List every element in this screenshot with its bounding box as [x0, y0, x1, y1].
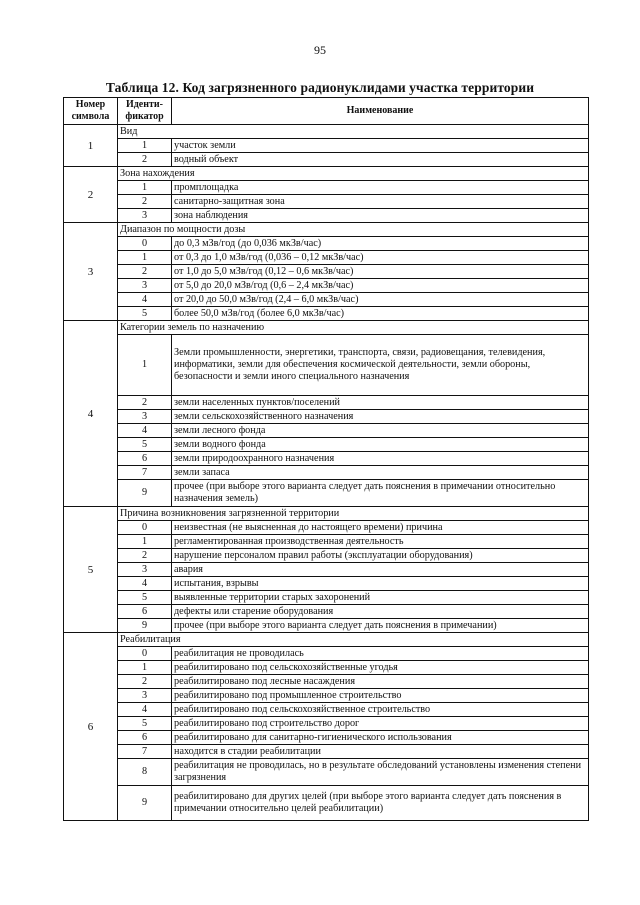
option-row	[64, 731, 589, 745]
option-row	[64, 786, 589, 821]
table-body	[64, 125, 589, 821]
option-identifier: 1	[118, 335, 172, 396]
option-identifier: 2	[118, 153, 172, 167]
option-row	[64, 759, 589, 786]
option-identifier: 4	[118, 293, 172, 307]
option-text: дефекты или старение оборудования	[172, 605, 589, 619]
option-row	[64, 265, 589, 279]
option-identifier: 2	[118, 195, 172, 209]
option-text: испытания, взрывы	[172, 577, 589, 591]
option-identifier: 4	[118, 424, 172, 438]
symbol-number: 4	[64, 321, 118, 507]
header-number: Номер символа	[64, 98, 118, 125]
option-text: от 0,3 до 1,0 мЗв/год (0,036 – 0,12 мкЗв/час)	[172, 251, 589, 265]
option-text: реабилитация не проводилась	[172, 647, 589, 661]
option-identifier: 3	[118, 689, 172, 703]
option-row	[64, 139, 589, 153]
symbol-number: 3	[64, 223, 118, 321]
symbol-number: 6	[64, 633, 118, 821]
header-name: Наименование	[172, 98, 589, 125]
option-identifier: 6	[118, 605, 172, 619]
option-row	[64, 293, 589, 307]
option-text: находится в стадии реабилитации	[172, 745, 589, 759]
option-text: санитарно-защитная зона	[172, 195, 589, 209]
option-row	[64, 335, 589, 396]
header-identifier: Иденти- фикатор	[118, 98, 172, 125]
option-text: от 20,0 до 50,0 мЗв/год (2,4 – 6,0 мкЗв/час)	[172, 293, 589, 307]
option-row	[64, 251, 589, 265]
category-row	[64, 321, 589, 335]
option-row	[64, 452, 589, 466]
option-text: авария	[172, 563, 589, 577]
option-text: более 50,0 мЗв/год (более 6,0 мкЗв/час)	[172, 307, 589, 321]
option-text: земли сельскохозяйственного назначения	[172, 410, 589, 424]
option-text: нарушение персоналом правил работы (эксплуатации оборудования)	[172, 549, 589, 563]
option-identifier: 4	[118, 703, 172, 717]
option-text: земли лесного фонда	[172, 424, 589, 438]
option-identifier: 3	[118, 410, 172, 424]
option-row	[64, 209, 589, 223]
option-row	[64, 619, 589, 633]
category-label: Вид	[118, 125, 589, 139]
option-text: земли природоохранного назначения	[172, 452, 589, 466]
option-text: регламентированная производственная деятельность	[172, 535, 589, 549]
option-row	[64, 438, 589, 452]
option-identifier: 1	[118, 661, 172, 675]
option-row	[64, 675, 589, 689]
code-table	[63, 97, 589, 821]
option-row	[64, 521, 589, 535]
option-row	[64, 410, 589, 424]
option-identifier: 5	[118, 717, 172, 731]
option-row	[64, 181, 589, 195]
option-identifier: 1	[118, 181, 172, 195]
option-text: реабилитировано под сельскохозяйственные угодья	[172, 661, 589, 675]
symbol-number: 2	[64, 167, 118, 223]
category-label: Диапазон по мощности дозы	[118, 223, 589, 237]
option-row	[64, 195, 589, 209]
option-identifier: 3	[118, 279, 172, 293]
option-row	[64, 237, 589, 251]
option-identifier: 2	[118, 549, 172, 563]
option-text: зона наблюдения	[172, 209, 589, 223]
option-row	[64, 307, 589, 321]
option-row	[64, 661, 589, 675]
option-row	[64, 535, 589, 549]
category-row	[64, 633, 589, 647]
option-text: прочее (при выборе этого варианта следует дать пояснения в примечании относительно назначения земель)	[172, 480, 589, 507]
option-identifier: 0	[118, 647, 172, 661]
page-number: 95	[314, 43, 326, 57]
symbol-number: 5	[64, 507, 118, 633]
option-identifier: 1	[118, 139, 172, 153]
category-row	[64, 223, 589, 237]
option-text: реабилитировано под лесные насаждения	[172, 675, 589, 689]
option-text: реабилитировано для санитарно-гигиенического использования	[172, 731, 589, 745]
option-identifier: 1	[118, 535, 172, 549]
option-text: прочее (при выборе этого варианта следует дать пояснения в примечании)	[172, 619, 589, 633]
option-row	[64, 703, 589, 717]
option-row	[64, 591, 589, 605]
option-text: реабилитировано под промышленное строительство	[172, 689, 589, 703]
option-text: участок земли	[172, 139, 589, 153]
option-identifier: 5	[118, 438, 172, 452]
option-identifier: 5	[118, 591, 172, 605]
option-text: земли запаса	[172, 466, 589, 480]
option-text: земли населенных пунктов/поселений	[172, 396, 589, 410]
option-identifier: 2	[118, 265, 172, 279]
option-text: от 5,0 до 20,0 мЗв/год (0,6 – 2,4 мкЗв/час)	[172, 279, 589, 293]
option-identifier: 9	[118, 480, 172, 507]
option-text: от 1,0 до 5,0 мЗв/год (0,12 – 0,6 мкЗв/час)	[172, 265, 589, 279]
option-text: земли водного фонда	[172, 438, 589, 452]
option-identifier: 9	[118, 786, 172, 821]
category-label: Категории земель по назначению	[118, 321, 589, 335]
category-row	[64, 507, 589, 521]
category-row	[64, 125, 589, 139]
category-label: Зона нахождения	[118, 167, 589, 181]
option-row	[64, 396, 589, 410]
option-identifier: 5	[118, 307, 172, 321]
option-row	[64, 689, 589, 703]
category-label: Реабилитация	[118, 633, 589, 647]
option-row	[64, 745, 589, 759]
category-row	[64, 167, 589, 181]
option-identifier: 6	[118, 452, 172, 466]
option-identifier: 3	[118, 563, 172, 577]
option-row	[64, 647, 589, 661]
option-identifier: 2	[118, 396, 172, 410]
symbol-number: 1	[64, 125, 118, 167]
option-text: водный объект	[172, 153, 589, 167]
option-identifier: 7	[118, 466, 172, 480]
option-identifier: 0	[118, 521, 172, 535]
option-identifier: 9	[118, 619, 172, 633]
option-text: реабилитировано под сельскохозяйственное строительство	[172, 703, 589, 717]
option-text: Земли промышленности, энергетики, транспорта, связи, радиовещания, телевидения, информатики, земли для обеспечения космической деятельности, земли обороны, безопасности и земли иного специального назначения	[172, 335, 589, 396]
option-text: неизвестная (не выясненная до настоящего времени) причина	[172, 521, 589, 535]
option-row	[64, 605, 589, 619]
option-row	[64, 577, 589, 591]
table-header-row	[64, 98, 589, 125]
option-identifier: 0	[118, 237, 172, 251]
option-row	[64, 279, 589, 293]
option-row	[64, 563, 589, 577]
option-row	[64, 717, 589, 731]
option-row	[64, 153, 589, 167]
option-text: реабилитировано для других целей (при выборе этого варианта следует дать пояснения в примечании относительно целей реабилитации)	[172, 786, 589, 821]
category-label: Причина возникновения загрязненной территории	[118, 507, 589, 521]
option-identifier: 6	[118, 731, 172, 745]
option-identifier: 4	[118, 577, 172, 591]
option-row	[64, 549, 589, 563]
option-row	[64, 424, 589, 438]
option-identifier: 1	[118, 251, 172, 265]
option-identifier: 7	[118, 745, 172, 759]
option-text: до 0,3 мЗв/год (до 0,036 мкЗв/час)	[172, 237, 589, 251]
option-text: реабилитация не проводилась, но в результате обследований установлены изменения степени загрязнения	[172, 759, 589, 786]
option-text: промплощадка	[172, 181, 589, 195]
option-identifier: 3	[118, 209, 172, 223]
option-identifier: 8	[118, 759, 172, 786]
option-text: реабилитировано под строительство дорог	[172, 717, 589, 731]
option-row	[64, 466, 589, 480]
option-text: выявленные территории старых захоронений	[172, 591, 589, 605]
option-row	[64, 480, 589, 507]
option-identifier: 2	[118, 675, 172, 689]
table-title: Таблица 12. Код загрязненного радионуклидами участка территории	[105, 80, 535, 95]
